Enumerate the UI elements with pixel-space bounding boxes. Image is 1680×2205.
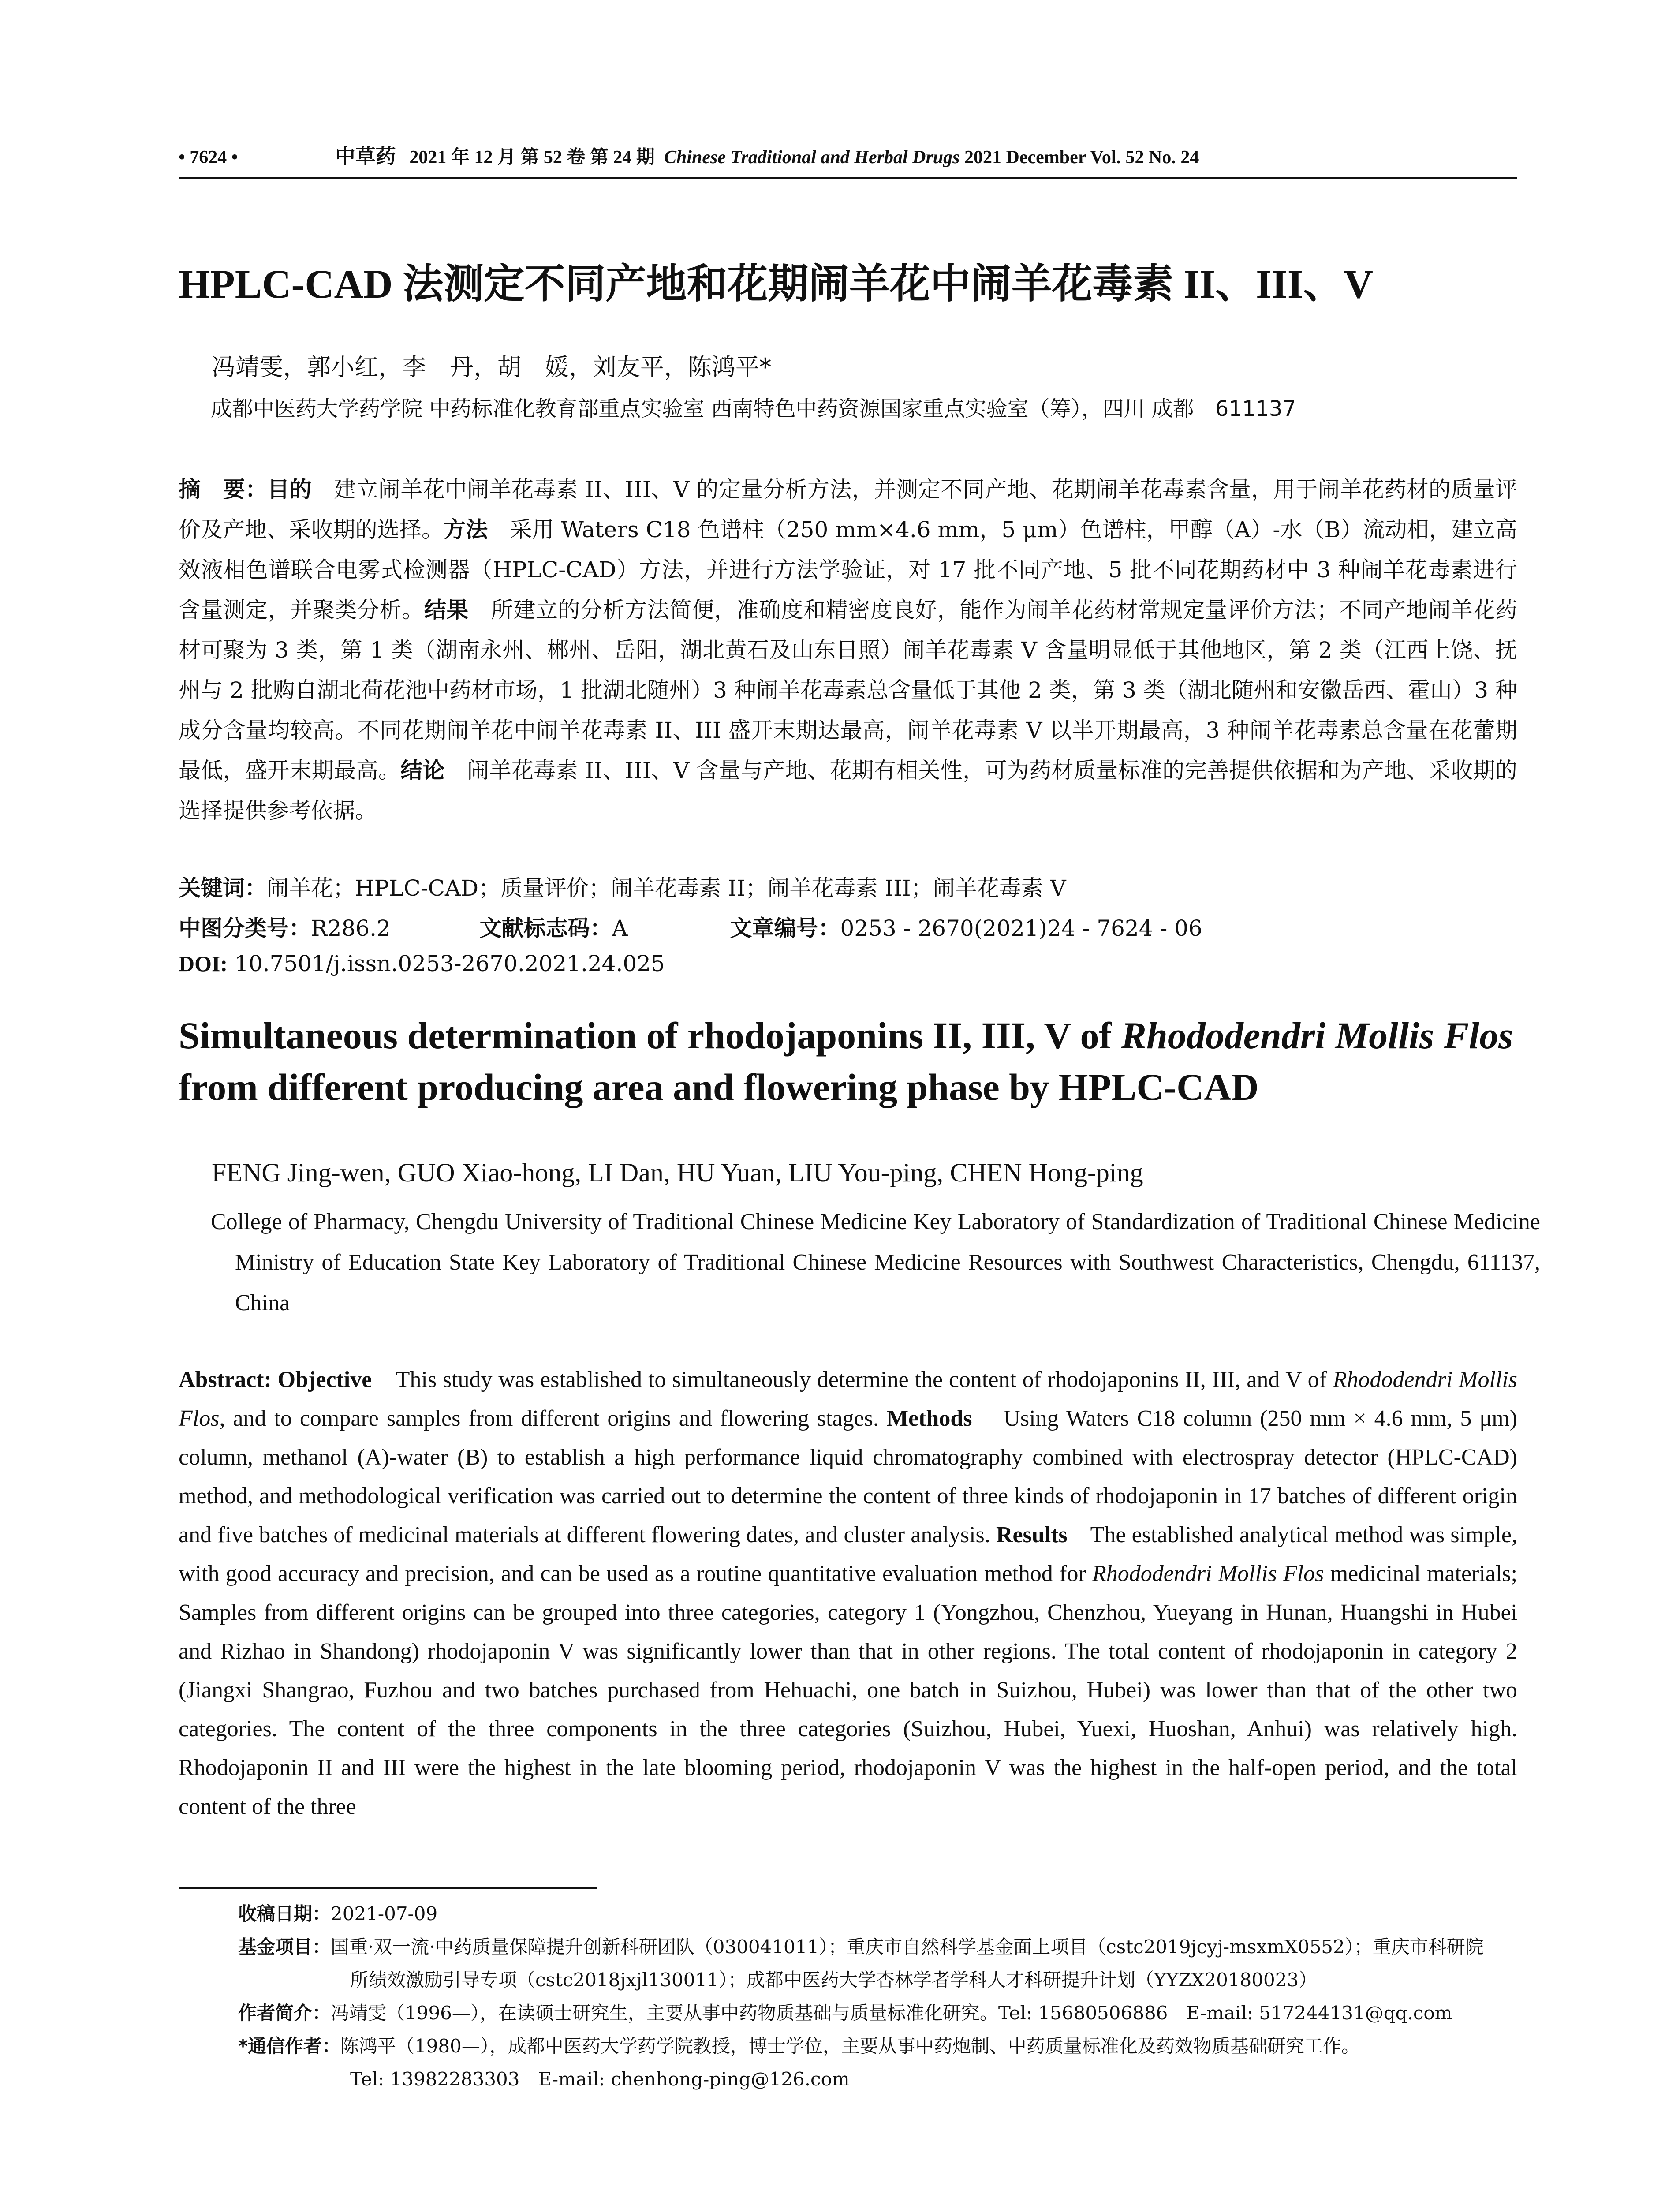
article-number-value: 0253 - 2670(2021)24 - 7624 - 06 [840, 916, 1202, 941]
article-number-label: 文章编号： [730, 916, 840, 941]
issue-cn: 2021 年 12 月 第 52 卷 第 24 期 [409, 147, 655, 168]
objective-en-b: , and to compare samples from different origins and flowering stages. [219, 1406, 879, 1431]
affiliation-en: College of Pharmacy, Chengdu University of Traditional Chinese Medicine Key Laboratory of Standardization of Traditional Chinese Medicine Ministry of Education State Key Laboratory of Traditional Chinese Medicine Resources with Southwest Characteristics, Chengdu, 611137, China [211, 1209, 1540, 1316]
footnote-corresponding [238, 2029, 1499, 2063]
corresponding-label: *通信作者： [238, 2035, 340, 2057]
keywords [179, 871, 1066, 902]
author-bio: 冯靖雯（1996—），在读硕士研究生，主要从事中药物质基础与质量标准化研究。Tel: 15680506886 E-mail: 517244131@qq.com [331, 2002, 1452, 2024]
title-en-part1: Simultaneous determination of rhodojaponins II, III, V of [179, 1014, 1121, 1057]
doi [179, 951, 665, 976]
footnote-fund [238, 1930, 1499, 1996]
footnote-author [238, 1996, 1499, 2029]
methods-cn: 采用 Waters C18 色谱柱（250 mm×4.6 mm，5 μm）色谱柱，甲醇（A）-水（B）流动相，建立高效液相色谱联合电雾式检测器（HPLC-CAD）方法，并进行方法学验证，对 17 批不同产地、5 批不同花期药材中 3 种闹羊花毒素进行含量测定，并聚类分析。 [179, 517, 1517, 623]
author-bio-label: 作者简介： [238, 2002, 331, 2024]
doc-code-label: 文献标志码： [479, 916, 612, 941]
title-en-part2: from different producing area and flowering phase by HPLC-CAD [179, 1066, 1259, 1108]
methods-en-label: Methods [886, 1406, 972, 1431]
title-en [179, 1010, 1517, 1113]
results-cn-label: 结果 [424, 597, 469, 623]
received-date: 2021-07-09 [331, 1903, 438, 1925]
footnotes [238, 1897, 1499, 2096]
header-rule [179, 177, 1517, 179]
abstract-en [179, 1360, 1517, 1826]
objective-cn: 建立闹羊花中闹羊花毒素 II、III、V 的定量分析方法，并测定不同产地、花期闹羊花毒素含量，用于闹羊花药材的质量评价及产地、采收期的选择。 [179, 477, 1518, 542]
corresponding-author: 陈鸿平（1980—），成都中医药大学药学院教授，博士学位，主要从事中药炮制、中药质量标准化及药效物质基础研究工作。 [340, 2035, 1360, 2057]
methods-cn-label: 方法 [444, 517, 488, 542]
results-en-a: The established analytical method was simple, with good accuracy and precision, and can be used as a routine quantitative evaluation method for [179, 1522, 1518, 1586]
corresponding-contact: Tel: 13982283303 E-mail: chenhong-ping@126.com [350, 2068, 850, 2090]
affiliation-cn: 成都中医药大学药学院 中药标准化教育部重点实验室 西南特色中药资源国家重点实验室（筹），四川 成都 611137 [211, 396, 1296, 421]
title-cn: HPLC-CAD 法测定不同产地和花期闹羊花中闹羊花毒素 II、III、V [179, 262, 1373, 306]
results-cn: 所建立的分析方法简便，准确度和精密度良好，能作为闹羊花药材常规定量评价方法；不同产地闹羊花药材可聚为 3 类，第 1 类（湖南永州、郴州、岳阳，湖北黄石及山东日照）闹羊花毒素 V 含量明显低于其他地区，第 2 类（江西上饶、抚州与 2 批购自湖北荷花池中药材市场，1 批湖北随州）3 种闹羊花毒素总含量低于其他 2 类，第 3 类（湖北随州和安徽岳西、霍山）3 种成分含量均较高。不同花期闹羊花中闹羊花毒素 II、III 盛开末期达最高，闹羊花毒素 V 以半开期最高，3 种闹羊花毒素总含量在花蕾期最低，盛开末期最高。 [179, 597, 1518, 783]
clc-value: R286.2 [311, 916, 391, 941]
conclusion-cn: 闹羊花毒素 II、III、V 含量与产地、花期有相关性，可为药材质量标准的完善提供依据和为产地、采收期的选择提供参考依据。 [179, 758, 1518, 823]
footnote-received [238, 1897, 1499, 1930]
conclusion-cn-label: 结论 [400, 758, 445, 783]
abstract-cn [179, 470, 1517, 831]
objective-en-a: This study was established to simultaneously determine the content of rhodojaponins II, III, and V of [396, 1367, 1333, 1392]
abstract-en-label: Abstract: [179, 1367, 272, 1392]
received-label: 收稿日期： [238, 1903, 331, 1925]
fund-label: 基金项目： [238, 1936, 331, 1958]
fund-text: 国重·双一流·中药质量保障提升创新科研团队（030041011）；重庆市自然科学基金面上项目（cstc2019jcyj-msxmX0552）；重庆市科研院所绩效激励引导专项（cstc2018jxjl130011）；成都中医药大学杏林学者学科人才科研提升计划（YYZX20180023） [331, 1936, 1484, 1991]
issue-en: 2021 December Vol. 52 No. 24 [964, 147, 1199, 168]
doi-label: DOI: [179, 951, 228, 976]
authors-cn: 冯靖雯，郭小红，李 丹，胡 媛，刘友平，陈鸿平* [212, 353, 771, 381]
footnote-rule [179, 1887, 597, 1889]
keywords-text: 闹羊花；HPLC-CAD；质量评价；闹羊花毒素 II；闹羊花毒素 III；闹羊花毒素 V [267, 875, 1066, 901]
methods-en: Using Waters C18 column (250 mm × 4.6 mm, 5 μm) column, methanol (A)-water (B) to establish a high performance liquid chromatography combined with electrospray detector (HPLC-CAD) method, and methodological verification was carried out to determine the content of three kinds of rhodojaponin in 17 batches of different origin and five batches of medicinal materials at different flowering dates, and cluster analysis. [179, 1406, 1518, 1547]
results-en-species: Rhododendri Mollis Flos [1092, 1561, 1324, 1586]
clc-label: 中图分类号： [179, 916, 311, 941]
classification [179, 911, 1202, 942]
authors-en: FENG Jing-wen, GUO Xiao-hong, LI Dan, HU Yuan, LIU You-ping, CHEN Hong-ping [212, 1158, 1143, 1187]
objective-en-species: Rhododendri Mollis Flos [179, 1367, 1518, 1431]
journal-name-en: Chinese Traditional and Herbal Drugs [664, 147, 960, 168]
objective-cn-label: 目的 [267, 477, 312, 502]
running-header [179, 140, 1517, 171]
objective-en-label: Objective [277, 1367, 372, 1392]
abstract-cn-label: 摘 要： [179, 477, 268, 502]
journal-name-cn: 中草药 [335, 144, 396, 168]
page-number: • 7624 • [179, 147, 238, 168]
keywords-label: 关键词： [179, 875, 267, 901]
doi-value: 10.7501/j.issn.0253-2670.2021.24.025 [235, 951, 665, 976]
results-en-label: Results [996, 1522, 1068, 1547]
title-en-species: Rhododendri Mollis Flos [1121, 1014, 1513, 1057]
results-en-b: medicinal materials; Samples from different origins can be grouped into three categories, category 1 (Yongzhou, Chenzhou, Yueyang in Hunan, Huangshi in Hubei and Rizhao in Shandong) rhodojaponin V was significantly lower than that in other regions. The total content of rhodojaponin in category 2 (Jiangxi Shangrao, Fuzhou and two batches purchased from Hehuachi, one batch in Suizhou, Hubei) was lower than that of the other two categories. The content of the three components in the three categories (Suizhou, Hubei, Yuexi, Huoshan, Anhui) was relatively high. Rhodojaponin II and III were the highest in the late blooming period, rhodojaponin V was the highest in the half-open period, and the total content of the three [179, 1561, 1518, 1819]
doc-code-value: A [612, 916, 628, 941]
